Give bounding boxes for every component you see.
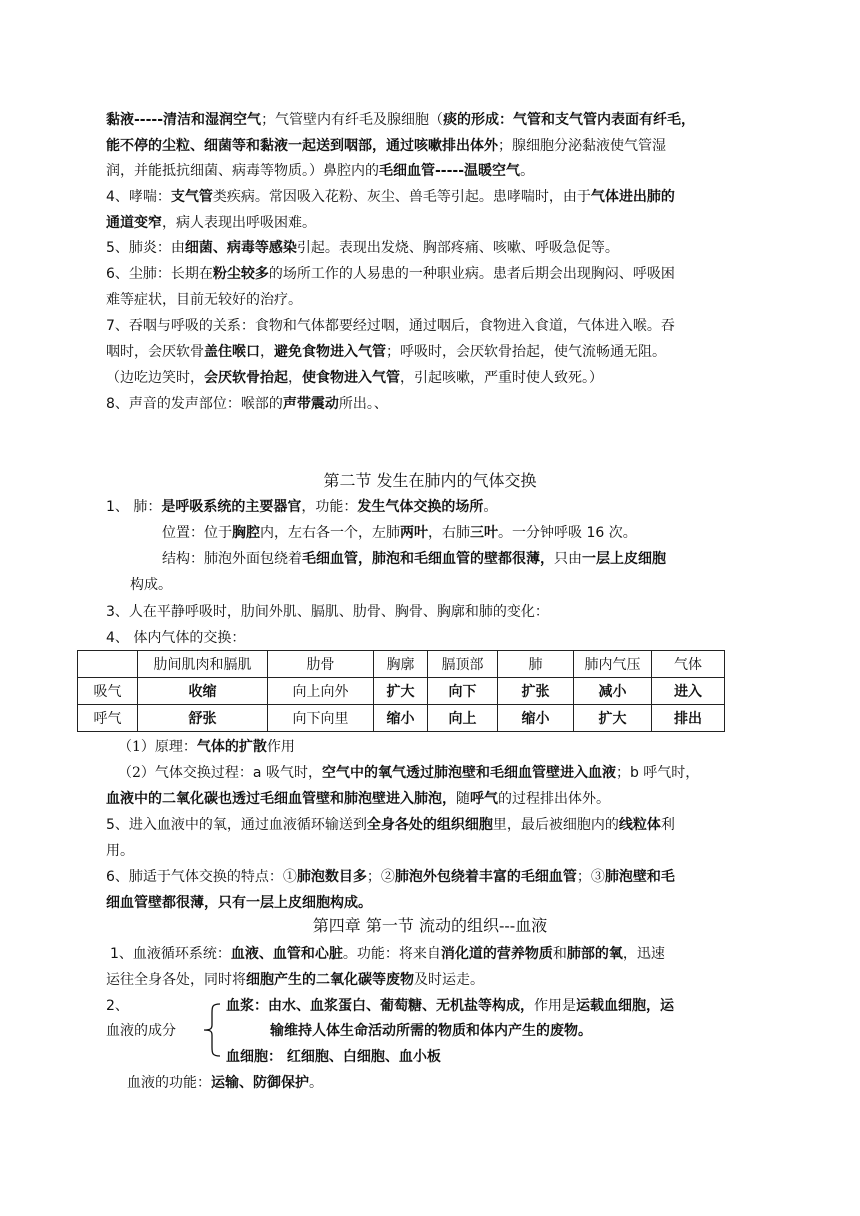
s2-process-cont — [106, 789, 610, 809]
text-segment: 声带震动 — [282, 396, 339, 412]
text-segment: ，引起咳嗽，严重时使人致死。） — [400, 370, 603, 386]
table-header-row — [78, 651, 725, 678]
s2-item-6 — [106, 867, 675, 887]
text-segment: 构成。 — [130, 577, 172, 593]
blood-plasma-line — [226, 996, 674, 1016]
text-segment: 里，最后被细胞内的 — [492, 817, 619, 833]
text-segment: 类疾病。常因吸入花粉、灰尘、兽毛等引起。患哮喘时，由于 — [212, 189, 591, 205]
text-segment: 内，左右各一个，左肺 — [260, 525, 400, 541]
text-segment: 肺部的氧 — [566, 946, 623, 962]
text-segment: 。一分钟呼吸 — [498, 525, 587, 541]
text-segment: ，右肺 — [428, 525, 470, 541]
s2-item-5 — [106, 815, 675, 835]
text-segment: ；呼吸时，会厌软骨抬起，使气流畅通无阻。 — [386, 344, 666, 360]
table-cell: 舒张 — [138, 705, 268, 732]
table-row-exhale — [78, 705, 725, 732]
text-segment: 声音的发声部位：喉部的 — [128, 396, 283, 412]
text-segment: 。功能：将来自 — [342, 946, 441, 962]
text-segment: b — [629, 765, 639, 781]
text-segment: 三叶 — [470, 525, 498, 541]
text-segment: 呼气 — [470, 791, 498, 807]
text-segment: 肺泡外包绕着丰富的毛细血管 — [394, 869, 577, 885]
section-title-gas-exchange: 第二节 发生在肺内的气体交换 — [323, 471, 537, 490]
text-segment: 使食物进入气管 — [302, 370, 400, 386]
item-8-voice — [106, 394, 388, 414]
text-segment: 吸气时， — [261, 765, 322, 781]
text-segment: 毛细血管，肺泡和毛细血管的壁都很薄， — [302, 551, 554, 567]
text-segment: ；腺细胞分泌黏液使气管湿 — [498, 138, 666, 154]
text-segment: ；③ — [576, 869, 605, 885]
text-segment: 支气管 — [170, 189, 213, 205]
table-cell: 向下向里 — [268, 705, 374, 732]
text-segment: 位置：位于 — [162, 525, 232, 541]
text-segment: 作用 — [266, 739, 295, 755]
text-segment: 血液循环系统： — [132, 946, 231, 962]
text-segment: 2、 — [106, 998, 129, 1014]
text-segment: 能不停的尘粒、细菌等和黏液一起送到咽部，通过咳嗽排出体外 — [106, 138, 498, 154]
text-segment: ，迅速 — [622, 946, 665, 962]
text-segment: 。 — [309, 1075, 323, 1091]
text-segment: a — [252, 765, 262, 781]
text-segment: 1、 — [110, 946, 133, 962]
blood-plasma-cont — [270, 1021, 592, 1041]
text-segment: 胸腔 — [232, 525, 260, 541]
text-segment: 1、 — [106, 499, 134, 515]
table-cell: 缩小 — [374, 705, 428, 732]
ch4-item-1-cont — [106, 970, 484, 990]
text-segment: 哮喘： — [128, 189, 171, 205]
text-segment: 肺泡壁和毛 — [604, 869, 675, 885]
text-segment: 肺： — [133, 499, 162, 515]
text-segment: 血浆：由水、血浆蛋白、葡萄糖、无机盐等构成， — [226, 998, 534, 1014]
table-header-cell — [78, 651, 138, 678]
s2-lung-structure-cont — [130, 575, 172, 595]
text-line-2 — [106, 136, 666, 156]
s2-lung-position — [162, 523, 637, 543]
table-header-cell: 肋骨 — [268, 651, 374, 678]
text-segment: 血液的成分 — [106, 1023, 176, 1039]
text-segment: 。 — [483, 499, 498, 515]
text-segment: 细菌、病毒等感染 — [184, 240, 297, 256]
text-segment: 所出。、 — [338, 396, 388, 412]
text-segment: 毛细血管-----温暖空气 — [379, 163, 521, 179]
text-segment: 痰的形成：气管和支气管内表面有纤毛， — [443, 112, 696, 128]
text-segment: 血液中的二氧化碳也透过毛细血管壁和肺泡壁进入肺泡， — [106, 791, 456, 807]
text-segment: 只由 — [554, 551, 582, 567]
breathing-changes-table — [77, 650, 725, 732]
text-segment: 呼气时， — [638, 765, 700, 781]
s2-item-1-lung — [106, 497, 497, 517]
text-segment: 输维持人体生命活动所需的物质和体内产生的废物。 — [270, 1023, 592, 1039]
text-segment: 细血管壁都很薄，只有一层上皮细胞构成。 — [106, 895, 372, 911]
text-segment: 盖住喉口 — [204, 344, 260, 360]
text-segment: 引起。表现出发烧、胸部疼痛、咳嗽、呼吸急促等。 — [296, 240, 619, 256]
text-segment: 3、 — [106, 604, 129, 620]
table-cell: 排出 — [652, 705, 725, 732]
blood-components-label — [106, 1021, 176, 1041]
s2-item-4 — [106, 628, 245, 648]
text-segment: 次。 — [604, 525, 637, 541]
text-segment: 细胞产生的二氧化碳等废物 — [246, 972, 414, 988]
text-segment: 避免食物进入气管 — [274, 344, 386, 360]
text-segment: 润，并能抵抗细菌、病毒等物质。）鼻腔内的 — [106, 163, 379, 179]
text-segment: 吞咽与呼吸的关系：食物和气体都要经过咽，通过咽后，食物进入食道，气体进入喉。吞 — [128, 318, 675, 334]
text-segment: ； — [615, 765, 630, 781]
text-segment: 体内气体的交换： — [133, 630, 246, 646]
text-segment: 运输、防御保护 — [211, 1075, 309, 1091]
text-segment: 6、 — [106, 266, 129, 282]
ch4-item-2-number — [106, 996, 129, 1016]
text-segment: 发生气体交换的场所 — [357, 499, 484, 515]
item-7-cont-2 — [106, 368, 603, 388]
text-segment: 肺适于气体交换的特点：① — [128, 869, 297, 885]
item-7-swallow-breath — [106, 316, 675, 336]
text-segment: 难等症状，目前无较好的治疗。 — [106, 292, 302, 308]
text-segment: 空气中的氧气透过肺泡壁和毛细血管壁进入血液 — [321, 765, 616, 781]
table-cell: 呼气 — [78, 705, 138, 732]
text-segment: 会厌软骨抬起 — [204, 370, 288, 386]
text-segment: 肺泡数目多 — [296, 869, 367, 885]
text-segment: 的场所工作的人易患的一种职业病。患者后期会出现胸闷、呼吸困 — [268, 266, 675, 282]
table-cell: 扩大 — [574, 705, 652, 732]
s2-process — [118, 763, 699, 783]
table-cell: 吸气 — [78, 678, 138, 705]
item-6-cont — [106, 290, 302, 310]
text-segment: （1）原理： — [118, 739, 197, 755]
text-segment: 运载血细胞，运 — [576, 998, 674, 1014]
text-segment: 人在平静呼吸时，肋间外肌、膈肌、肋骨、胸骨、胸廓和肺的变化： — [128, 604, 549, 620]
table-cell: 向下 — [428, 678, 498, 705]
table-header-cell: 膈顶部 — [428, 651, 498, 678]
blood-function — [127, 1073, 323, 1093]
text-segment: 粉尘较多 — [212, 266, 269, 282]
text-segment: 随 — [456, 791, 470, 807]
text-segment: 6、 — [106, 869, 129, 885]
text-segment: 。 — [520, 163, 535, 179]
text-segment: ， — [288, 370, 302, 386]
text-segment: 肺炎：由 — [128, 240, 185, 256]
text-segment: 通道变窄 — [106, 215, 162, 231]
table-cell: 减小 — [574, 678, 652, 705]
table-cell: 扩张 — [498, 678, 574, 705]
item-4-asthma-cont — [106, 213, 316, 233]
ch4-item-1 — [110, 944, 665, 964]
text-segment: 气体进出肺的 — [590, 189, 675, 205]
text-segment: 血液的功能： — [127, 1075, 211, 1091]
text-segment: 尘肺：长期在 — [128, 266, 213, 282]
text-segment: 和 — [552, 946, 567, 962]
text-segment: ，病人表现出呼吸困难。 — [162, 215, 316, 231]
text-segment: 结构：肺泡外面包绕着 — [162, 551, 302, 567]
table-header-cell: 胸廓 — [374, 651, 428, 678]
table-row-inhale — [78, 678, 725, 705]
table-cell: 收缩 — [138, 678, 268, 705]
table-cell: 向上 — [428, 705, 498, 732]
text-segment: 用。 — [106, 843, 134, 859]
item-6-pneumoconiosis — [106, 264, 675, 284]
table-header-cell: 肺内气压 — [574, 651, 652, 678]
text-segment: 是呼吸系统的主要器官 — [161, 499, 302, 515]
s2-item-3 — [106, 602, 549, 622]
text-segment: 5、 — [106, 817, 129, 833]
item-4-asthma — [106, 187, 675, 207]
text-segment: ；气管壁内有纤毛及腺细胞（ — [261, 112, 444, 128]
blood-cells-line — [226, 1047, 441, 1067]
table-cell: 扩大 — [374, 678, 428, 705]
table-cell: 向上向外 — [268, 678, 374, 705]
text-line-1 — [106, 110, 695, 130]
s2-principle — [118, 737, 295, 757]
text-segment: 线粒体 — [618, 817, 661, 833]
text-segment: 血液、血管和心脏 — [230, 946, 343, 962]
text-segment: ；② — [366, 869, 395, 885]
text-segment: 全身各处的组织细胞 — [366, 817, 493, 833]
table-cell: 缩小 — [498, 705, 574, 732]
text-segment: 5、 — [106, 240, 129, 256]
text-segment: 8、 — [106, 396, 129, 412]
table-header-cell: 肋间肌肉和膈肌 — [138, 651, 268, 678]
s2-item-5-cont — [106, 841, 134, 861]
s2-lung-structure — [162, 549, 666, 569]
text-segment: ， — [260, 344, 274, 360]
text-segment: 咽时，会厌软骨 — [106, 344, 204, 360]
text-segment: 16 — [586, 525, 605, 541]
item-5-pneumonia — [106, 238, 619, 258]
text-segment: 7、 — [106, 318, 129, 334]
table-header-cell: 气体 — [652, 651, 725, 678]
table-cell: 进入 — [652, 678, 725, 705]
table-header-cell: 肺 — [498, 651, 574, 678]
left-brace-icon — [200, 1003, 222, 1057]
text-segment: 进入血液中的氧，通过血液循环输送到 — [128, 817, 367, 833]
item-7-cont-1 — [106, 342, 666, 362]
text-segment: 一层上皮细胞 — [582, 551, 666, 567]
text-segment: 两叶 — [400, 525, 428, 541]
text-segment: 黏液-----清洁和湿润空气 — [106, 112, 262, 128]
text-segment: 血细胞： 红细胞、白细胞、血小板 — [226, 1049, 441, 1065]
text-segment: 作用是 — [534, 998, 576, 1014]
text-segment: ，功能： — [301, 499, 358, 515]
text-segment: 及时运走。 — [414, 972, 484, 988]
text-segment: 4、 — [106, 630, 134, 646]
text-segment: 的过程排出体外。 — [498, 791, 610, 807]
chapter-title-blood: 第四章 第一节 流动的组织---血液 — [312, 916, 548, 935]
text-segment: 运往全身各处，同时将 — [106, 972, 246, 988]
text-segment: 消化道的营养物质 — [440, 946, 553, 962]
text-segment: 4、 — [106, 189, 129, 205]
text-segment: 利 — [660, 817, 675, 833]
text-line-3 — [106, 161, 534, 181]
s2-item-6-cont — [106, 893, 372, 913]
text-segment: （2）气体交换过程： — [118, 765, 253, 781]
text-segment: （边吃边笑时， — [106, 370, 204, 386]
text-segment: 气体的扩散 — [196, 739, 267, 755]
